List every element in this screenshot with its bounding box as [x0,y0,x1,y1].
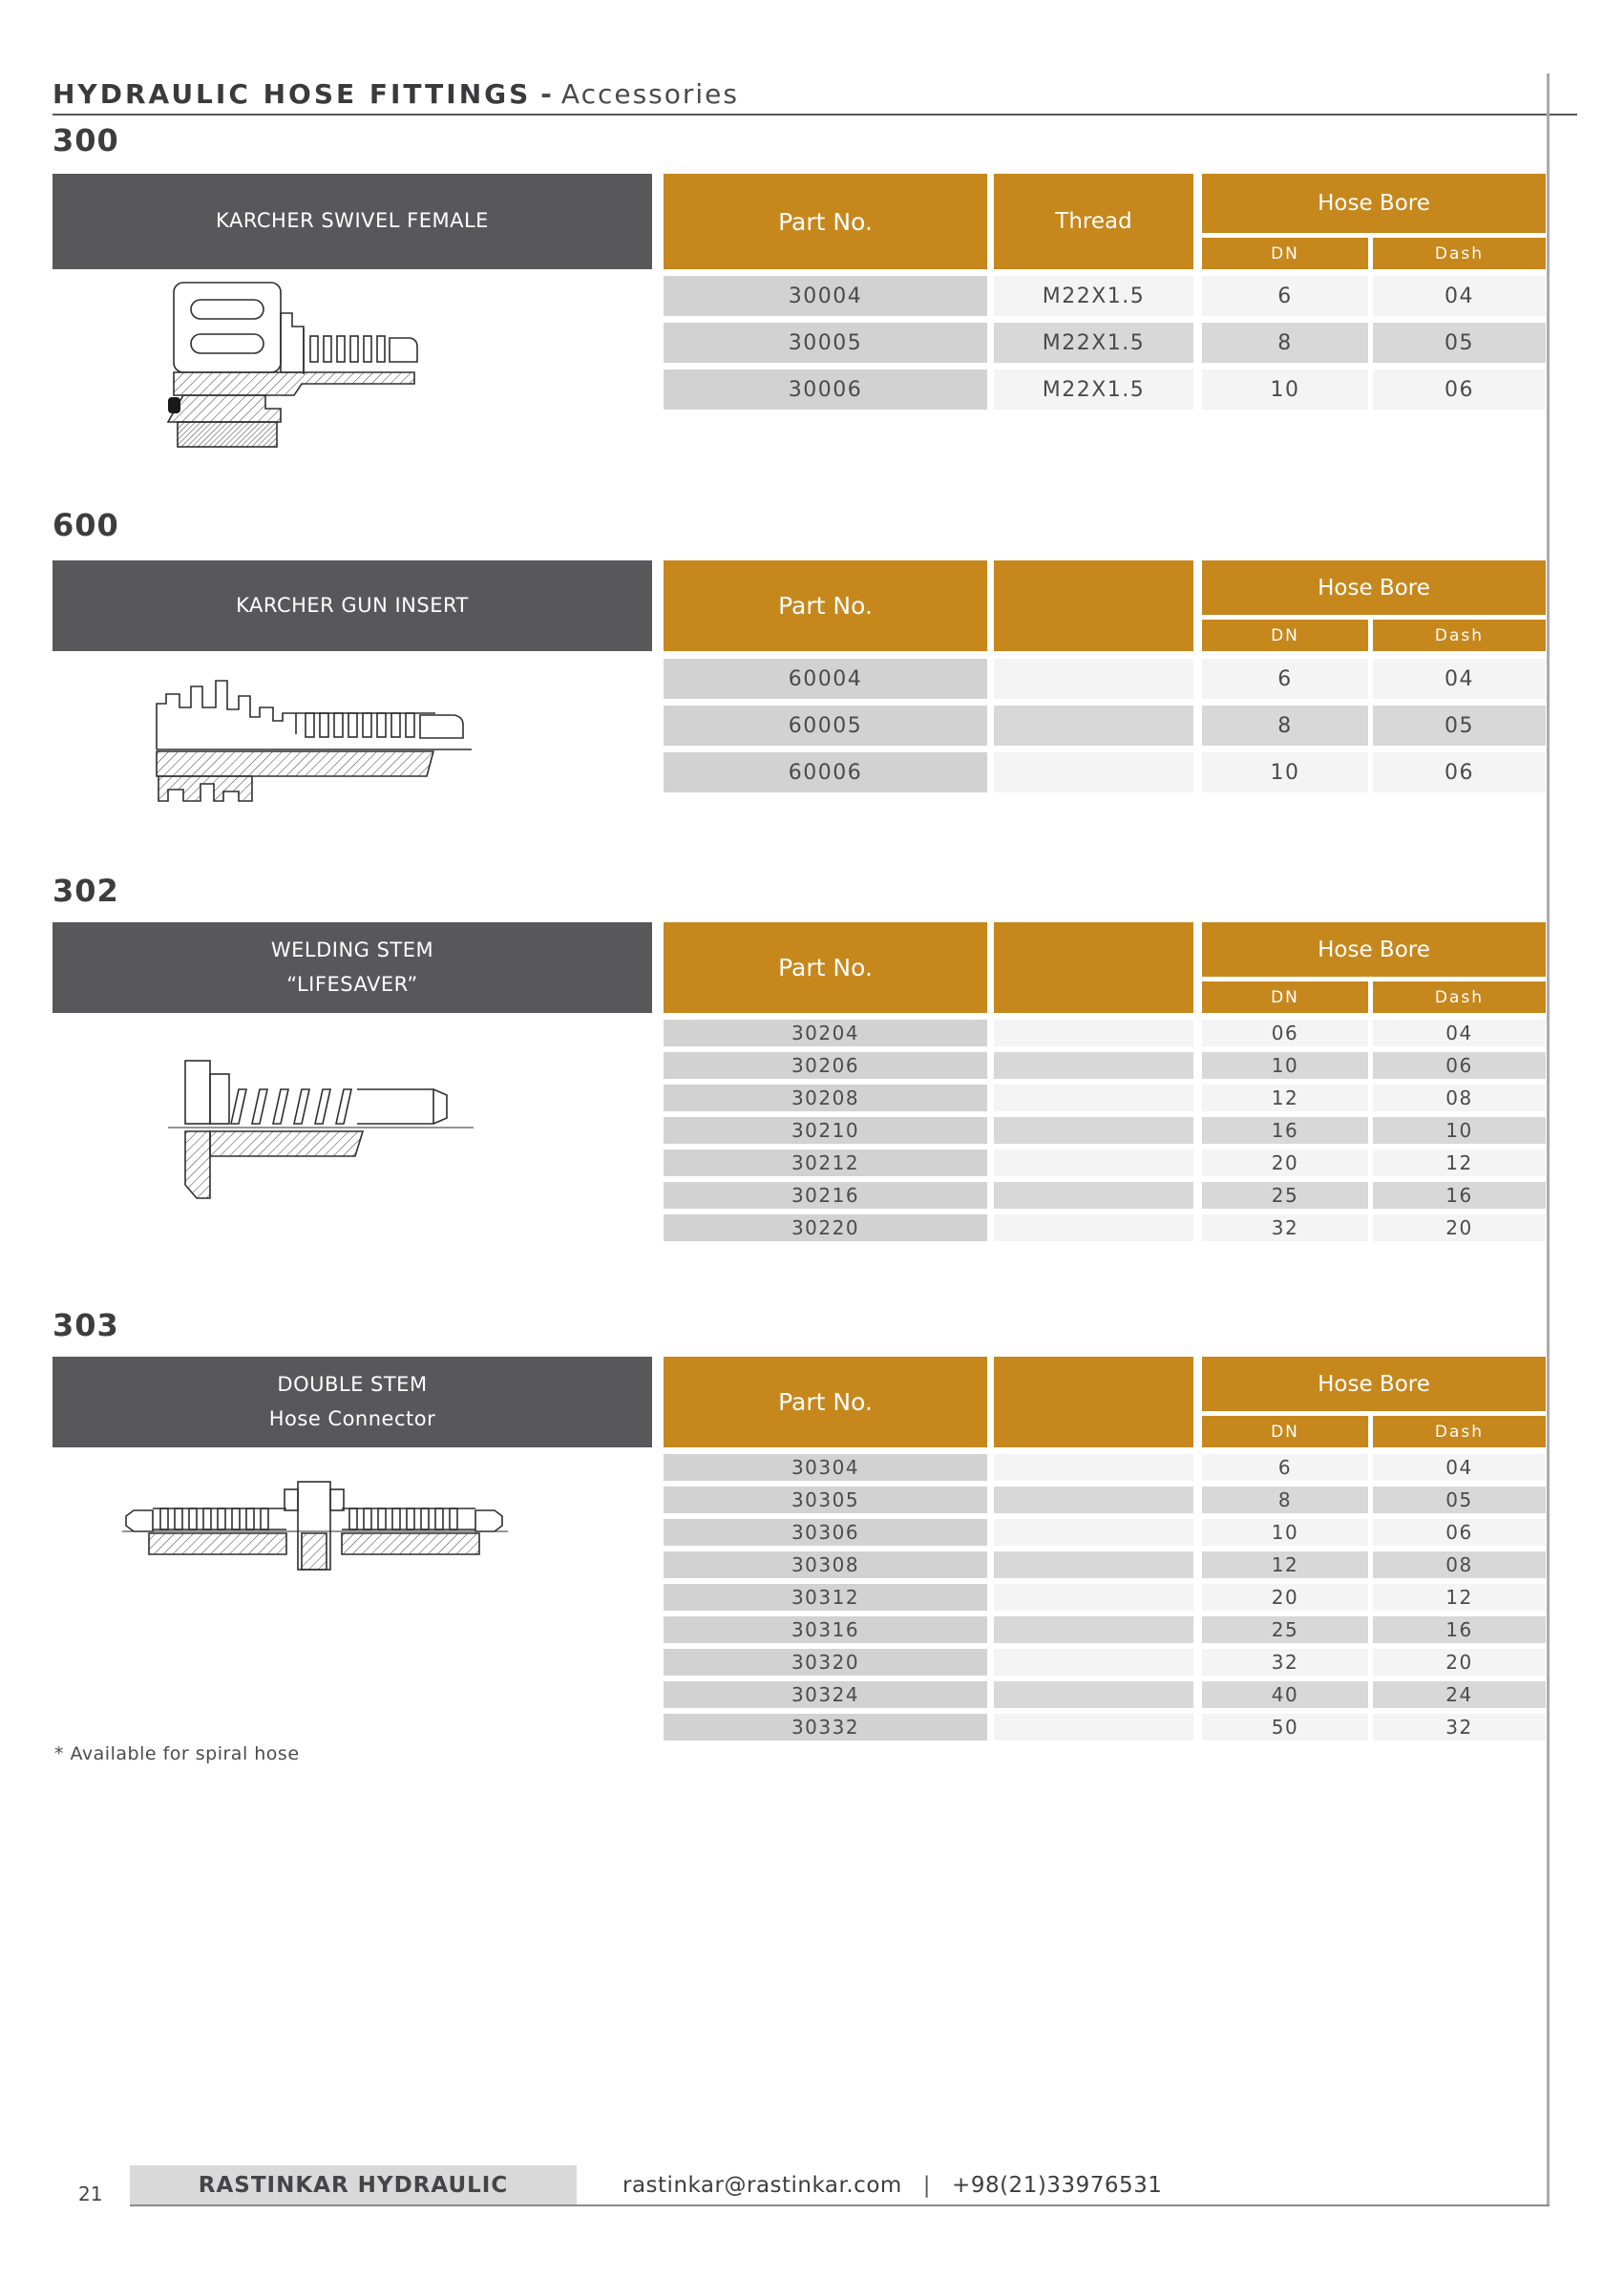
drawing-karcher-swivel-female [155,279,436,455]
part-no-header-label: Part No. [778,207,873,236]
page-title-sub: Accessories [560,78,739,110]
dash-header [1373,238,1546,269]
product-name-line2: “LIFESAVER” [286,972,418,996]
right-vertical-rule [1547,74,1550,2206]
title-underline [53,114,1577,116]
page-title [53,78,739,110]
dn-cell: 6 [1202,276,1368,316]
product-name-line1: DOUBLE STEM [277,1372,428,1396]
thread-cell [994,1020,1193,1046]
section-number-600: 600 [53,507,119,543]
dash-cell: 12 [1373,1150,1546,1176]
thread-header [994,1357,1193,1447]
product-name-line1: KARCHER SWIVEL FEMALE [216,209,489,233]
hose-bore-header [1202,1357,1546,1411]
dash-cell: 06 [1373,752,1546,792]
product-name-line1: WELDING STEM [270,938,434,961]
dn-header-label: DN [1271,625,1299,645]
part-no-cell: 30312 [664,1584,987,1611]
dn-cell: 6 [1202,1454,1368,1481]
product-panel-302 [53,922,652,1013]
dash-cell: 04 [1373,276,1546,316]
part-no-cell: 30005 [664,323,987,363]
part-no-cell: 30206 [664,1052,987,1079]
section-number-302: 302 [53,873,119,909]
part-no-header-label: Part No. [778,1388,873,1416]
thread-cell: M22X1.5 [994,369,1193,410]
hose-bore-header-label: Hose Bore [1318,191,1430,216]
dn-header-label: DN [1271,243,1299,264]
dn-cell: 40 [1202,1681,1368,1708]
product-panel-300 [53,174,652,269]
dn-cell: 6 [1202,659,1368,699]
thread-cell [994,1117,1193,1144]
dn-header-label: DN [1271,987,1299,1007]
product-name-line1: KARCHER GUN INSERT [236,593,469,617]
thread-cell [994,659,1193,699]
part-no-cell: 60004 [664,659,987,699]
dash-cell: 04 [1373,1020,1546,1046]
dn-cell: 10 [1202,752,1368,792]
dn-cell: 50 [1202,1714,1368,1740]
part-no-cell: 30304 [664,1454,987,1481]
part-no-cell: 30220 [664,1214,987,1241]
part-no-header [664,174,987,269]
dn-cell: 32 [1202,1649,1368,1676]
thread-cell [994,752,1193,792]
dn-cell: 32 [1202,1214,1368,1241]
dash-cell: 04 [1373,659,1546,699]
dn-cell: 12 [1202,1551,1368,1578]
thread-cell [994,1519,1193,1546]
page-title-dash: - [540,78,552,110]
dash-cell: 05 [1373,323,1546,363]
product-name-line2: Hose Connector [268,1406,436,1430]
dash-header [1373,981,1546,1013]
drawing-karcher-gun-insert [143,654,487,816]
hose-bore-header-label: Hose Bore [1318,937,1430,962]
thread-header [994,560,1193,651]
thread-cell: M22X1.5 [994,323,1193,363]
dash-header-label: Dash [1434,987,1485,1007]
thread-cell [994,1487,1193,1513]
dash-cell: 20 [1373,1649,1546,1676]
company-name-box [130,2165,577,2204]
part-no-cell: 30210 [664,1117,987,1144]
thread-header [994,922,1193,1013]
dn-cell: 25 [1202,1616,1368,1643]
dn-cell: 20 [1202,1584,1368,1611]
contact-info [622,2169,1162,2202]
dn-header [1202,1416,1368,1447]
part-no-cell: 30208 [664,1085,987,1111]
dash-cell: 06 [1373,369,1546,410]
part-no-cell: 30216 [664,1182,987,1209]
contact-email: rastinkar@rastinkar.com [622,2173,902,2198]
part-no-cell: 60005 [664,706,987,746]
dash-header-label: Dash [1434,243,1485,264]
dash-cell: 16 [1373,1616,1546,1643]
hose-bore-header-label: Hose Bore [1318,1371,1430,1397]
part-no-cell: 30320 [664,1649,987,1676]
dash-cell: 24 [1373,1681,1546,1708]
footer-rule [130,2204,1550,2206]
dash-cell: 10 [1373,1117,1546,1144]
thread-cell [994,1714,1193,1740]
thread-cell [994,1214,1193,1241]
thread-header [994,174,1193,269]
dn-cell: 10 [1202,369,1368,410]
dash-header [1373,620,1546,651]
dash-cell: 08 [1373,1551,1546,1578]
dn-cell: 8 [1202,323,1368,363]
part-no-cell: 30006 [664,369,987,410]
hose-bore-header-label: Hose Bore [1318,575,1430,601]
dash-header-label: Dash [1434,1422,1485,1442]
dn-cell: 10 [1202,1519,1368,1546]
dn-header [1202,981,1368,1013]
dn-header-label: DN [1271,1422,1299,1442]
dn-cell: 06 [1202,1020,1368,1046]
dash-header [1373,1416,1546,1447]
section-number-300: 300 [53,122,119,158]
part-no-cell: 30212 [664,1150,987,1176]
drawing-double-stem [115,1470,516,1599]
thread-cell [994,1681,1193,1708]
hose-bore-header [1202,560,1546,615]
part-no-cell: 30316 [664,1616,987,1643]
page-title-main: HYDRAULIC HOSE FITTINGS [53,78,532,110]
part-no-header [664,922,987,1013]
dn-cell: 10 [1202,1052,1368,1079]
dash-header-label: Dash [1434,625,1485,645]
thread-cell [994,1052,1193,1079]
part-no-header [664,560,987,651]
part-no-cell: 30324 [664,1681,987,1708]
dn-cell: 25 [1202,1182,1368,1209]
thread-cell [994,1616,1193,1643]
thread-cell [994,1182,1193,1209]
contact-phone: +98(21)33976531 [952,2173,1163,2198]
dash-cell: 04 [1373,1454,1546,1481]
part-no-header [664,1357,987,1447]
dash-cell: 12 [1373,1584,1546,1611]
part-no-cell: 30308 [664,1551,987,1578]
dash-cell: 32 [1373,1714,1546,1740]
thread-cell [994,1085,1193,1111]
dn-cell: 16 [1202,1117,1368,1144]
part-no-header-label: Part No. [778,954,873,981]
thread-cell [994,1551,1193,1578]
dn-header [1202,620,1368,651]
drawing-welding-stem [151,1036,485,1222]
dash-cell: 08 [1373,1085,1546,1111]
thread-cell [994,1454,1193,1481]
dn-cell: 20 [1202,1150,1368,1176]
thread-cell: M22X1.5 [994,276,1193,316]
company-name: RASTINKAR HYDRAULIC [198,2172,509,2198]
dn-cell: 8 [1202,1487,1368,1513]
dash-cell: 06 [1373,1052,1546,1079]
product-panel-303 [53,1357,652,1447]
part-no-cell: 30306 [664,1519,987,1546]
thread-cell [994,706,1193,746]
section-number-303: 303 [53,1307,119,1343]
dn-cell: 8 [1202,706,1368,746]
dash-cell: 06 [1373,1519,1546,1546]
thread-cell [994,1584,1193,1611]
part-no-cell: 30332 [664,1714,987,1740]
part-no-cell: 60006 [664,752,987,792]
dn-header [1202,238,1368,269]
product-panel-600 [53,560,652,651]
dn-cell: 12 [1202,1085,1368,1111]
part-no-header-label: Part No. [778,592,873,620]
part-no-cell: 30305 [664,1487,987,1513]
thread-cell [994,1649,1193,1676]
part-no-cell: 30204 [664,1020,987,1046]
part-no-cell: 30004 [664,276,987,316]
contact-separator: | [922,2173,932,2198]
dash-cell: 16 [1373,1182,1546,1209]
hose-bore-header [1202,174,1546,233]
thread-cell [994,1150,1193,1176]
spiral-hose-note: * Available for spiral hose [54,1743,300,1764]
thread-header-label: Thread [1055,209,1132,234]
dash-cell: 20 [1373,1214,1546,1241]
dash-cell: 05 [1373,706,1546,746]
page-number: 21 [78,2183,103,2205]
dash-cell: 05 [1373,1487,1546,1513]
hose-bore-header [1202,922,1546,977]
